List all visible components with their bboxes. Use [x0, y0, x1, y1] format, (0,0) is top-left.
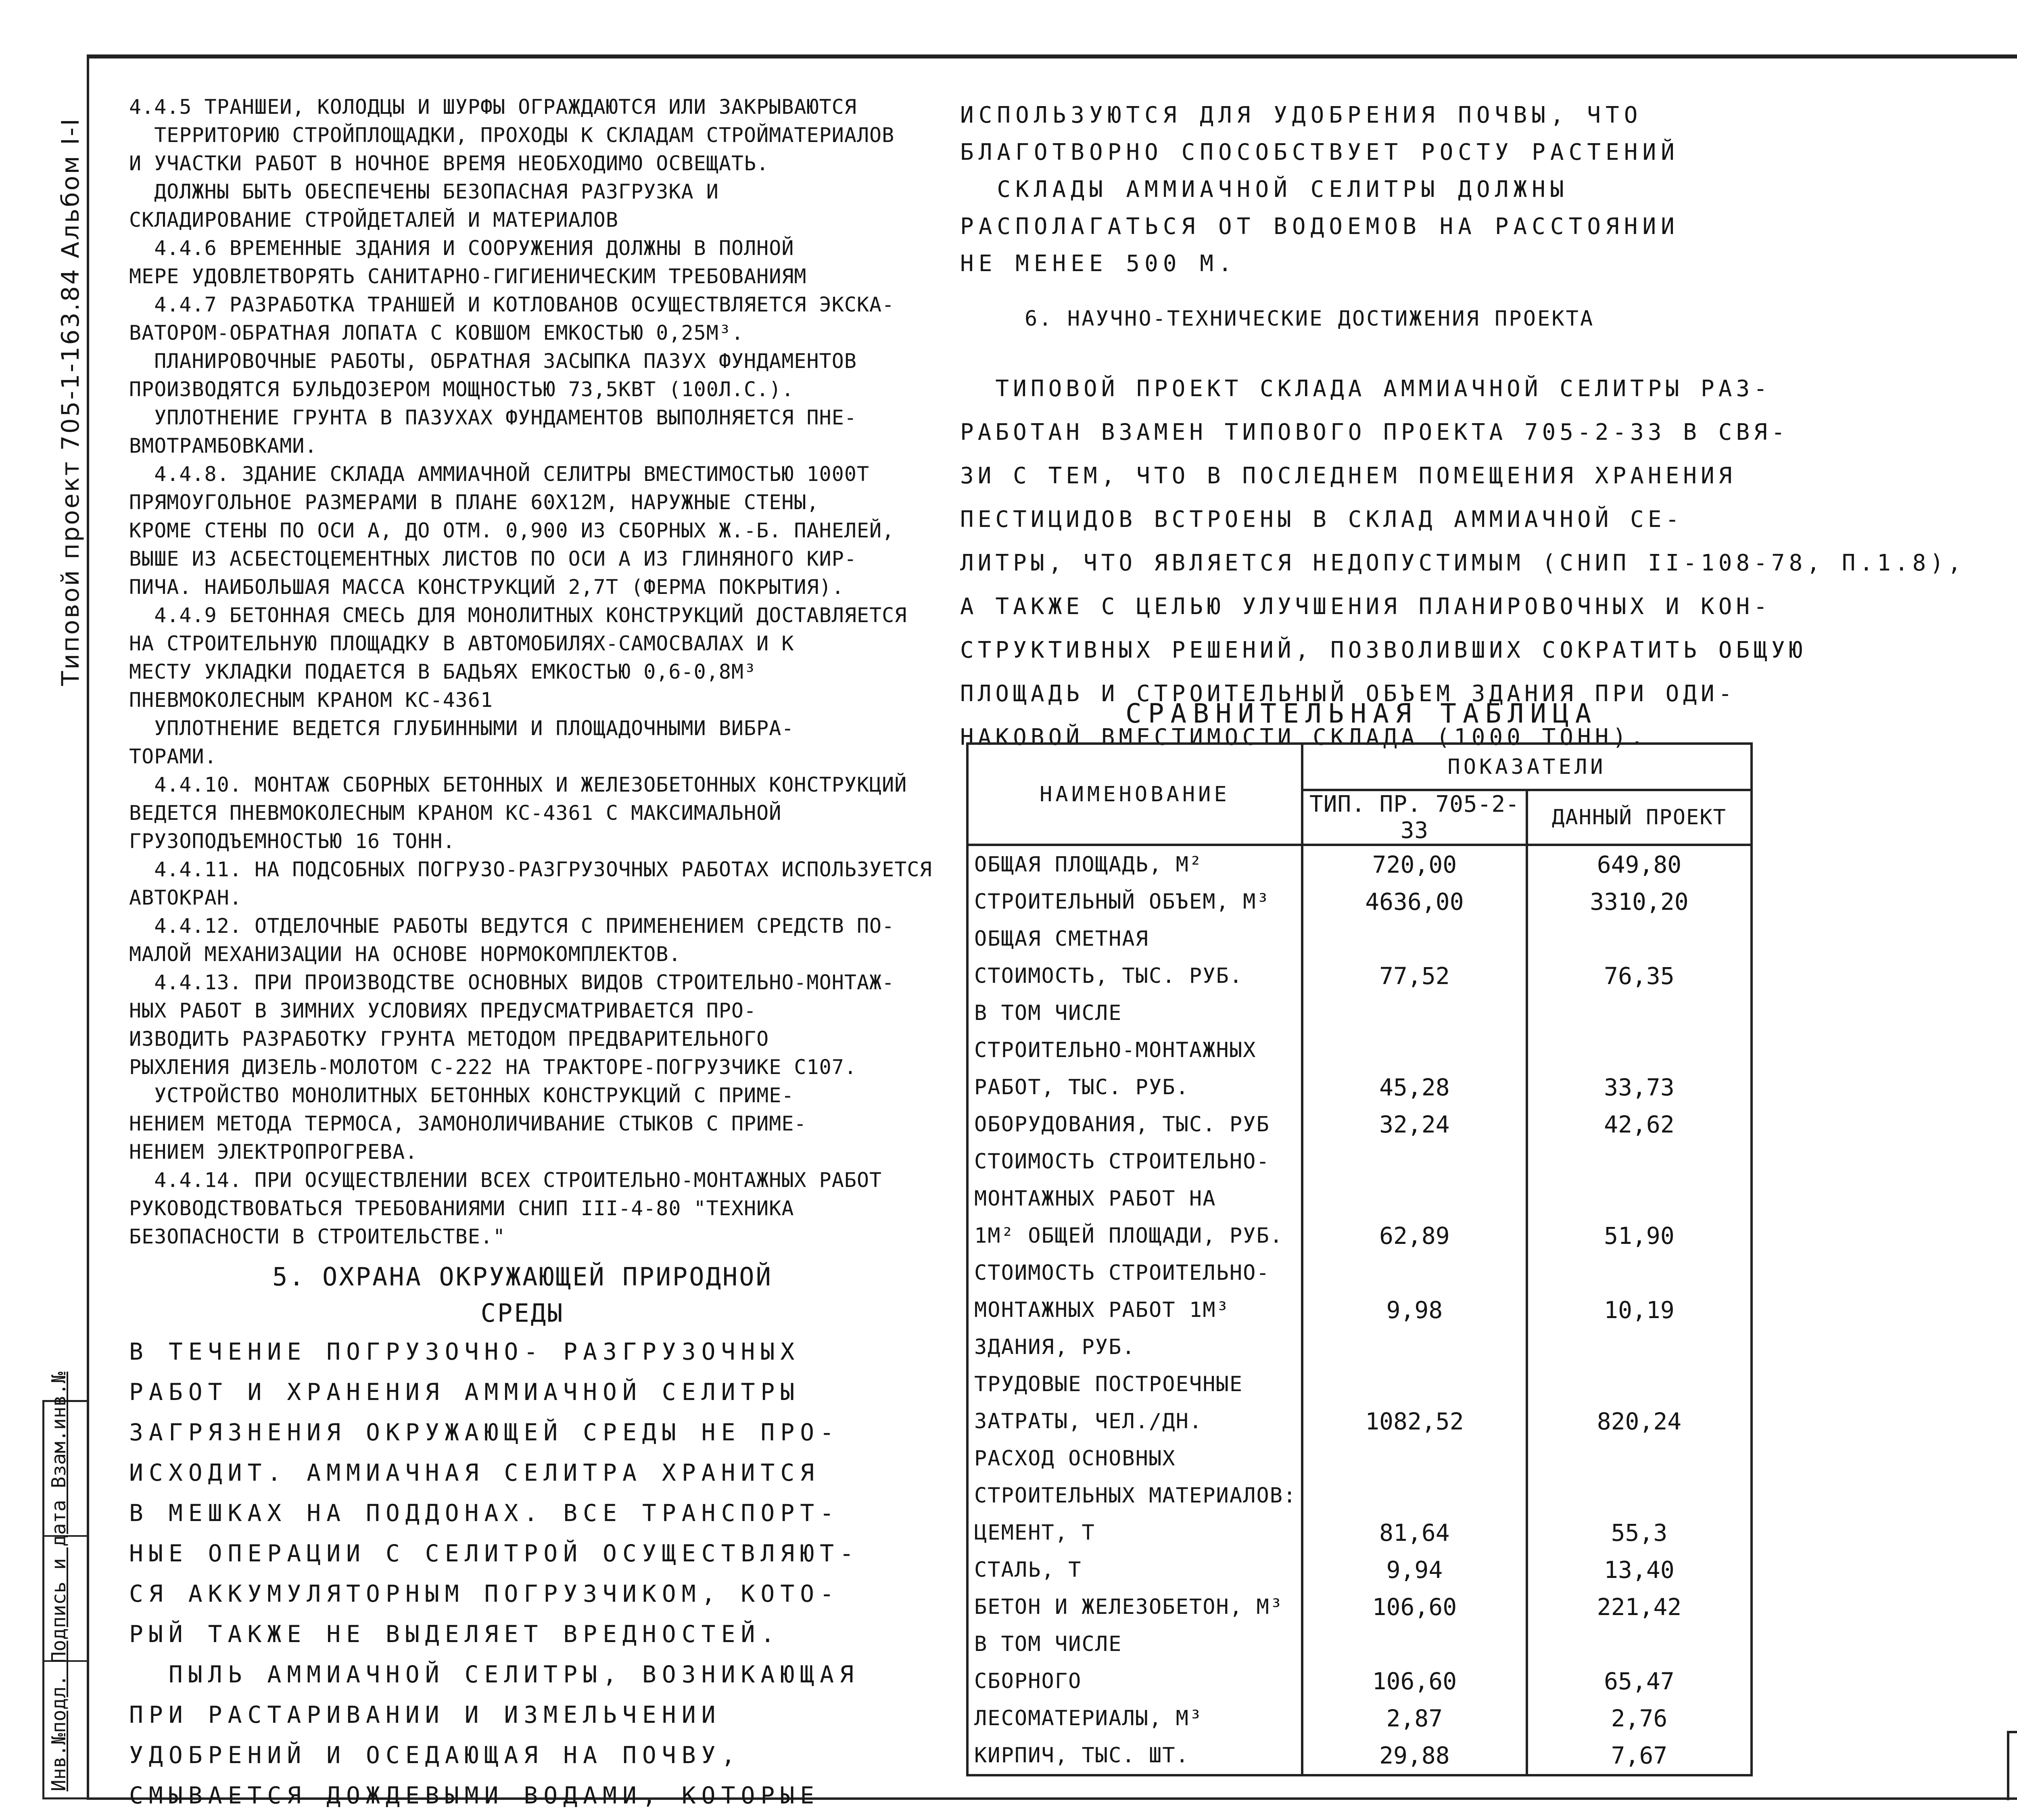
table-cell-col2 [1528, 995, 1750, 1032]
table-row-name: БЕТОН И ЖЕЛЕЗОБЕТОН, М³ [974, 1595, 1284, 1619]
text-line: ТИПОВОЙ ПРОЕКТ СКЛАДА АММИАЧНОЙ СЕЛИТРЫ РАЗ- [960, 376, 1771, 402]
table-cell-col1: 4636,00 [1365, 888, 1464, 915]
text-line: 4.4.7 РАЗРАБОТКА ТРАНШЕЙ И КОТЛОВАНОВ ОСУЩЕСТВЛЯЕТСЯ ЭКСКА- [129, 293, 895, 316]
text-line: ИСХОДИТ. АММИАЧНАЯ СЕЛИТРА ХРАНИТСЯ [129, 1459, 820, 1486]
text-line: В МЕШКАХ НА ПОДДОНАХ. ВСЕ ТРАНСПОРТ- [129, 1499, 840, 1527]
table-cell-col1: 29,88 [1379, 1742, 1450, 1769]
table-row-name: РАСХОД ОСНОВНЫХ [974, 1446, 1176, 1471]
text-line: РАБОТАН ВЗАМЕН ТИПОВОГО ПРОЕКТА 705-2-33 В СВЯ- [960, 419, 1789, 445]
table-cell-col1: 62,89 [1379, 1222, 1450, 1250]
text-line: НАКОВОЙ ВМЕСТИМОСТИ СКЛАДА (1000 ТОНН). [960, 724, 1648, 750]
text-line: 4.4.10. МОНТАЖ СБОРНЫХ БЕТОННЫХ И ЖЕЛЕЗОБЕТОННЫХ КОНСТРУКЦИЙ [129, 773, 907, 796]
text-line: ПРОИЗВОДЯТСЯ БУЛЬДОЗЕРОМ МОЩНОСТЬЮ 73,5КВТ (100Л.С.). [129, 378, 794, 401]
table-cell-col1: 106,60 [1372, 1593, 1457, 1621]
header-name: НАИМЕНОВАНИЕ [967, 744, 1302, 845]
values-col1 [1302, 845, 1527, 1775]
text-line: АВТОКРАН. [129, 886, 242, 909]
header-col1: ТИП. ПР. 705-2-33 [1302, 790, 1527, 845]
right-column [960, 97, 1965, 759]
text-line: РЫЙ ТАКЖЕ НЕ ВЫДЕЛЯЕТ ВРЕДНОСТЕЙ. [129, 1620, 781, 1648]
text-line: 4.4.8. ЗДАНИЕ СКЛАДА АММИАЧНОЙ СЕЛИТРЫ ВМЕСТИМОСТЬЮ 1000Т [129, 462, 870, 486]
text-line: ГРУЗОПОДЪЕМНОСТЬЮ 16 ТОНН. [129, 830, 455, 853]
text-line: МЕСТУ УКЛАДКИ ПОДАЕТСЯ В БАДЬЯХ ЕМКОСТЬЮ 0,6-0,8М³ [129, 660, 757, 683]
table-cell-col2 [1528, 1626, 1750, 1663]
table-cell-col2 [1528, 1329, 1750, 1366]
text-line: ПЕСТИЦИДОВ ВСТРОЕНЫ В СКЛАД АММИАЧНОЙ СЕ- [960, 506, 1683, 533]
text-line: ЗАГРЯЗНЕНИЯ ОКРУЖАЮЩЕЙ СРЕДЫ НЕ ПРО- [129, 1419, 840, 1446]
table-row-name: СТОИМОСТЬ СТРОИТЕЛЬНО- [974, 1261, 1270, 1285]
table-cell-col1: 81,64 [1379, 1519, 1450, 1546]
table-cell-col2: 51,90 [1604, 1222, 1675, 1250]
text-line: ПЛАНИРОВОЧНЫЕ РАБОТЫ, ОБРАТНАЯ ЗАСЫПКА ПАЗУХ ФУНДАМЕНТОВ [129, 349, 857, 373]
text-line: МАЛОЙ МЕХАНИЗАЦИИ НА ОСНОВЕ НОРМОКОМПЛЕКТОВ. [129, 942, 681, 966]
table-cell-col1: 9,94 [1386, 1556, 1443, 1584]
text-line: СЯ АККУМУЛЯТОРНЫМ ПОГРУЗЧИКОМ, КОТО- [129, 1580, 840, 1607]
table-cell-col1 [1303, 1032, 1526, 1069]
table-row-name: СТРОИТЕЛЬНЫХ МАТЕРИАЛОВ: [974, 1484, 1297, 1508]
table-row-name: СТРОИТЕЛЬНО-МОНТАЖНЫХ [974, 1038, 1257, 1062]
table-cell-col1 [1303, 1254, 1526, 1291]
table-row-name: МОНТАЖНЫХ РАБОТ 1М³ [974, 1298, 1230, 1322]
table-row-name: СБОРНОГО [974, 1669, 1082, 1693]
section-5-text [129, 1331, 916, 1816]
table-cell-col2: 2,76 [1611, 1705, 1668, 1732]
text-line: А ТАКЖЕ С ЦЕЛЬЮ УЛУЧШЕНИЯ ПЛАНИРОВОЧНЫХ И КОН- [960, 593, 1771, 620]
table-row-name: СТОИМОСТЬ, ТЫС. РУБ. [974, 964, 1243, 988]
side-stamp: Инв.№подл. Подпись и дата Взам.инв.№ [48, 1371, 70, 1791]
text-line: СКЛАДЫ АММИАЧНОЙ СЕЛИТРЫ ДОЛЖНЫ [960, 176, 1569, 203]
table-row-name: СТРОИТЕЛЬНЫЙ ОБЪЕМ, М³ [974, 890, 1270, 914]
text-line: УДОБРЕНИЙ И ОСЕДАЮЩАЯ НА ПОЧВУ, [129, 1741, 741, 1769]
table-cell-col2: 649,80 [1597, 851, 1682, 878]
table-cell-col2 [1528, 1180, 1750, 1217]
text-line: ВЫШЕ ИЗ АСБЕСТОЦЕМЕНТНЫХ ЛИСТОВ ПО ОСИ А ИЗ ГЛИНЯНОГО КИР- [129, 547, 857, 570]
text-line: СКЛАДИРОВАНИЕ СТРОЙДЕТАЛЕЙ И МАТЕРИАЛОВ [129, 208, 618, 232]
table-cell-col1: 45,28 [1379, 1074, 1450, 1101]
text-line: РАБОТ И ХРАНЕНИЯ АММИАЧНОЙ СЕЛИТРЫ [129, 1378, 800, 1406]
text-line: НЕНИЕМ МЕТОДА ТЕРМОСА, ЗАМОНОЛИЧИВАНИЕ СТЫКОВ С ПРИМЕ- [129, 1112, 807, 1135]
table-cell-col1: 32,24 [1379, 1111, 1450, 1138]
text-line: ПЛОЩАДЬ И СТРОИТЕЛЬНЫЙ ОБЪЕМ ЗДАНИЯ ПРИ ОДИ- [960, 681, 1736, 707]
table-row-name: СТАЛЬ, Т [974, 1558, 1082, 1582]
values-col2 [1527, 845, 1752, 1775]
text-line: ИЗВОДИТЬ РАЗРАБОТКУ ГРУНТА МЕТОДОМ ПРЕДВАРИТЕЛЬНОГО [129, 1027, 769, 1051]
table-row-name: ОБЩАЯ СМЕТНАЯ [974, 927, 1149, 951]
text-line: ПРЯМОУГОЛЬНОЕ РАЗМЕРАМИ В ПЛАНЕ 60Х12М, НАРУЖНЫЕ СТЕНЫ, [129, 491, 819, 514]
text-line: УПЛОТНЕНИЕ ГРУНТА В ПАЗУХАХ ФУНДАМЕНТОВ ВЫПОЛНЯЕТСЯ ПНЕ- [129, 406, 857, 429]
text-line: В ТЕЧЕНИЕ ПОГРУЗОЧНО- РАЗГРУЗОЧНЫХ [129, 1338, 800, 1365]
table-row-name: В ТОМ ЧИСЛЕ [974, 1632, 1122, 1656]
table-cell-col2 [1528, 1254, 1750, 1291]
text-line: 4.4.11. НА ПОДСОБНЫХ ПОГРУЗО-РАЗГРУЗОЧНЫХ РАБОТАХ ИСПОЛЬЗУЕТСЯ [129, 858, 932, 881]
title-block [2007, 1731, 2017, 1800]
table-cell-col2 [1528, 1440, 1750, 1477]
text-line: ЗИ С ТЕМ, ЧТО В ПОСЛЕДНЕМ ПОМЕЩЕНИЯ ХРАНЕНИЯ [960, 463, 1736, 489]
text-line: ЛИТРЫ, ЧТО ЯВЛЯЕТСЯ НЕДОПУСТИМЫМ (СНИП II-108-78, П.1.8), [960, 550, 1965, 576]
table-cell-col1 [1303, 1477, 1526, 1514]
table-cell-col2 [1528, 1477, 1750, 1514]
table-cell-col2: 42,62 [1604, 1111, 1675, 1138]
text-line: РУКОВОДСТВОВАТЬСЯ ТРЕБОВАНИЯМИ СНИП III-4-80 "ТЕХНИКА [129, 1197, 794, 1220]
table-cell-col2: 55,3 [1611, 1519, 1668, 1546]
text-line: СТРУКТИВНЫХ РЕШЕНИЙ, ПОЗВОЛИВШИХ СОКРАТИТЬ ОБЩУЮ [960, 637, 1807, 663]
table-row-name: 1М² ОБЩЕЙ ПЛОЩАДИ, РУБ. [974, 1224, 1284, 1248]
table-cell-col1 [1303, 1366, 1526, 1403]
text-line: 4.4.9 БЕТОННАЯ СМЕСЬ ДЛЯ МОНОЛИТНЫХ КОНСТРУКЦИЙ ДОСТАВЛЯЕТСЯ [129, 604, 907, 627]
text-line: И УЧАСТКИ РАБОТ В НОЧНОЕ ВРЕМЯ НЕОБХОДИМО ОСВЕЩАТЬ. [129, 152, 769, 175]
text-line: УПЛОТНЕНИЕ ВЕДЕТСЯ ГЛУБИННЫМИ И ПЛОЩАДОЧНЫМИ ВИБРА- [129, 717, 794, 740]
text-line: РЫХЛЕНИЯ ДИЗЕЛЬ-МОЛОТОМ С-222 НА ТРАКТОРЕ-ПОГРУЗЧИКЕ С107. [129, 1055, 857, 1079]
table-cell-col1 [1303, 1626, 1526, 1663]
text-line: НА СТРОИТЕЛЬНУЮ ПЛОЩАДКУ В АВТОМОБИЛЯХ-САМОСВАЛАХ И К [129, 632, 794, 655]
text-line: ТЕРРИТОРИЮ СТРОЙПЛОЩАДКИ, ПРОХОДЫ К СКЛАДАМ СТРОЙМАТЕРИАЛОВ [129, 123, 895, 147]
table-cell-col2 [1528, 920, 1750, 957]
comparison-table [966, 742, 1753, 1776]
section-5-heading-line2: СРЕДЫ [480, 1298, 564, 1328]
table-cell-col1: 77,52 [1379, 962, 1450, 990]
text-line: НЕНИЕМ ЭЛЕКТРОПРОГРЕВА. [129, 1140, 418, 1164]
side-title: Типовой проект 705-1-163.84 Альбом I-I [56, 117, 85, 686]
text-line: МЕРЕ УДОВЛЕТВОРЯТЬ САНИТАРНО-ГИГИЕНИЧЕСКИМ ТРЕБОВАНИЯМ [129, 265, 807, 288]
table-title: СРАВНИТЕЛЬНАЯ ТАБЛИЦА [1125, 698, 1598, 729]
table-row-name: СТОИМОСТЬ СТРОИТЕЛЬНО- [974, 1149, 1270, 1174]
text-line: ТОРАМИ. [129, 745, 217, 768]
table-cell-col1 [1303, 1180, 1526, 1217]
table-cell-col1 [1303, 1329, 1526, 1366]
text-line: ПЫЛЬ АММИАЧНОЙ СЕЛИТРЫ, ВОЗНИКАЮЩАЯ [129, 1661, 860, 1688]
header-group: ПОКАЗАТЕЛИ [1302, 744, 1752, 790]
text-line: 4.4.13. ПРИ ПРОИЗВОДСТВЕ ОСНОВНЫХ ВИДОВ СТРОИТЕЛЬНО-МОНТАЖ- [129, 971, 895, 994]
table-cell-col2 [1528, 1366, 1750, 1403]
text-line: НЫЕ ОПЕРАЦИИ С СЕЛИТРОЙ ОСУЩЕСТВЛЯЮТ- [129, 1540, 860, 1567]
text-line: ДОЛЖНЫ БЫТЬ ОБЕСПЕЧЕНЫ БЕЗОПАСНАЯ РАЗГРУЗКА И [129, 180, 719, 203]
table-row-name: ОБОРУДОВАНИЯ, ТЫС. РУБ [974, 1112, 1270, 1137]
table-cell-col1: 9,98 [1386, 1296, 1443, 1324]
text-line: БЕЗОПАСНОСТИ В СТРОИТЕЛЬСТВЕ." [129, 1225, 506, 1248]
text-line: БЛАГОТВОРНО СПОСОБСТВУЕТ РОСТУ РАСТЕНИЙ [960, 139, 1679, 165]
table-cell-col2: 221,42 [1597, 1593, 1682, 1621]
text-line: УСТРОЙСТВО МОНОЛИТНЫХ БЕТОННЫХ КОНСТРУКЦИЙ С ПРИМЕ- [129, 1084, 794, 1107]
names-column [967, 845, 1302, 1775]
table-row-name: В ТОМ ЧИСЛЕ [974, 1001, 1122, 1025]
table-cell-col1 [1303, 995, 1526, 1032]
text-line: ВЕДЕТСЯ ПНЕВМОКОЛЕСНЫМ КРАНОМ КС-4361 С МАКСИМАЛЬНОЙ [129, 801, 782, 825]
table-row-name: ТРУДОВЫЕ ПОСТРОЕЧНЫЕ [974, 1372, 1243, 1396]
text-line: 4.4.5 ТРАНШЕИ, КОЛОДЦЫ И ШУРФЫ ОГРАЖДАЮТСЯ ИЛИ ЗАКРЫВАЮТСЯ [129, 95, 857, 119]
left-column [129, 93, 932, 1251]
table-cell-col1 [1303, 1440, 1526, 1477]
table-cell-col1 [1303, 1143, 1526, 1180]
table-cell-col1: 1082,52 [1365, 1408, 1464, 1435]
table-cell-col2: 820,24 [1597, 1408, 1682, 1435]
table-row-name: КИРПИЧ, ТЫС. ШТ. [974, 1743, 1189, 1768]
table-cell-col1: 720,00 [1372, 851, 1457, 878]
table-cell-col2: 13,40 [1604, 1556, 1675, 1584]
text-line: РАСПОЛАГАТЬСЯ ОТ ВОДОЕМОВ НА РАССТОЯНИИ [960, 213, 1679, 240]
table-cell-col2: 33,73 [1604, 1074, 1675, 1101]
text-line: НЫХ РАБОТ В ЗИМНИХ УСЛОВИЯХ ПРЕДУСМАТРИВАЕТСЯ ПРО- [129, 999, 757, 1022]
table-cell-col2: 7,67 [1611, 1742, 1668, 1769]
section-6-heading: 6. НАУЧНО-ТЕХНИЧЕСКИЕ ДОСТИЖЕНИЯ ПРОЕКТА [1025, 307, 1595, 331]
text-line: 4.4.14. ПРИ ОСУЩЕСТВЛЕНИИ ВСЕХ СТРОИТЕЛЬНО-МОНТАЖНЫХ РАБОТ [129, 1168, 882, 1192]
text-line: ПНЕВМОКОЛЕСНЫМ КРАНОМ КС-4361 [129, 688, 493, 712]
table-row-name: ЗДАНИЯ, РУБ. [974, 1335, 1136, 1359]
table-row-name: ОБЩАЯ ПЛОЩАДЬ, М² [974, 853, 1203, 877]
right-column-text [960, 97, 1767, 282]
table-cell-col2 [1528, 1143, 1750, 1180]
section-5 [129, 1259, 916, 1816]
text-line: ВМОТРАМБОВКАМИ. [129, 434, 317, 458]
text-line: ВАТОРОМ-ОБРАТНАЯ ЛОПАТА С КОВШОМ ЕМКОСТЬЮ 0,25М³. [129, 321, 744, 345]
text-line: ПИЧА. НАИБОЛЬШАЯ МАССА КОНСТРУКЦИЙ 2,7Т (ФЕРМА ПОКРЫТИЯ). [129, 575, 844, 599]
table-row-name: ЗАТРАТЫ, ЧЕЛ./ДН. [974, 1409, 1203, 1433]
table-cell-col1 [1303, 920, 1526, 957]
table-cell-col1: 2,87 [1386, 1705, 1443, 1732]
table-row-name: МОНТАЖНЫХ РАБОТ НА [974, 1187, 1216, 1211]
table-cell-col2 [1528, 1032, 1750, 1069]
table-cell-col2: 76,35 [1604, 962, 1675, 990]
text-line: НЕ МЕНЕЕ 500 М. [960, 251, 1237, 277]
header-col2: ДАННЫЙ ПРОЕКТ [1527, 790, 1752, 845]
text-line: СМЫВАЕТСЯ ДОЖДЕВЫМИ ВОДАМИ, КОТОРЫЕ [129, 1782, 820, 1809]
table-cell-col2: 10,19 [1604, 1296, 1675, 1324]
table-cell-col1: 106,60 [1372, 1667, 1457, 1695]
text-line: 4.4.12. ОТДЕЛОЧНЫЕ РАБОТЫ ВЕДУТСЯ С ПРИМЕНЕНИЕМ СРЕДСТВ ПО- [129, 914, 895, 938]
table-cell-col2: 3310,20 [1590, 888, 1689, 915]
text-line: КРОМЕ СТЕНЫ ПО ОСИ А, ДО ОТМ. 0,900 ИЗ СБОРНЫХ Ж.-Б. ПАНЕЛЕЙ, [129, 519, 895, 542]
table-row-name: РАБОТ, ТЫС. РУБ. [974, 1075, 1189, 1099]
text-line: 4.4.6 ВРЕМЕННЫЕ ЗДАНИЯ И СООРУЖЕНИЯ ДОЛЖНЫ В ПОЛНОЙ [129, 236, 794, 260]
table-cell-col2: 65,47 [1604, 1667, 1675, 1695]
table-row-name: ЦЕМЕНТ, Т [974, 1521, 1095, 1545]
section-5-heading: 5. ОХРАНА ОКРУЖАЮЩЕЙ ПРИРОДНОЙ [272, 1262, 773, 1291]
text-line: ИСПОЛЬЗУЮТСЯ ДЛЯ УДОБРЕНИЯ ПОЧВЫ, ЧТО [960, 102, 1643, 128]
table-row-name: ЛЕСОМАТЕРИАЛЫ, М³ [974, 1706, 1203, 1730]
text-line: ПРИ РАСТАРИВАНИИ И ИЗМЕЛЬЧЕНИИ [129, 1701, 721, 1728]
